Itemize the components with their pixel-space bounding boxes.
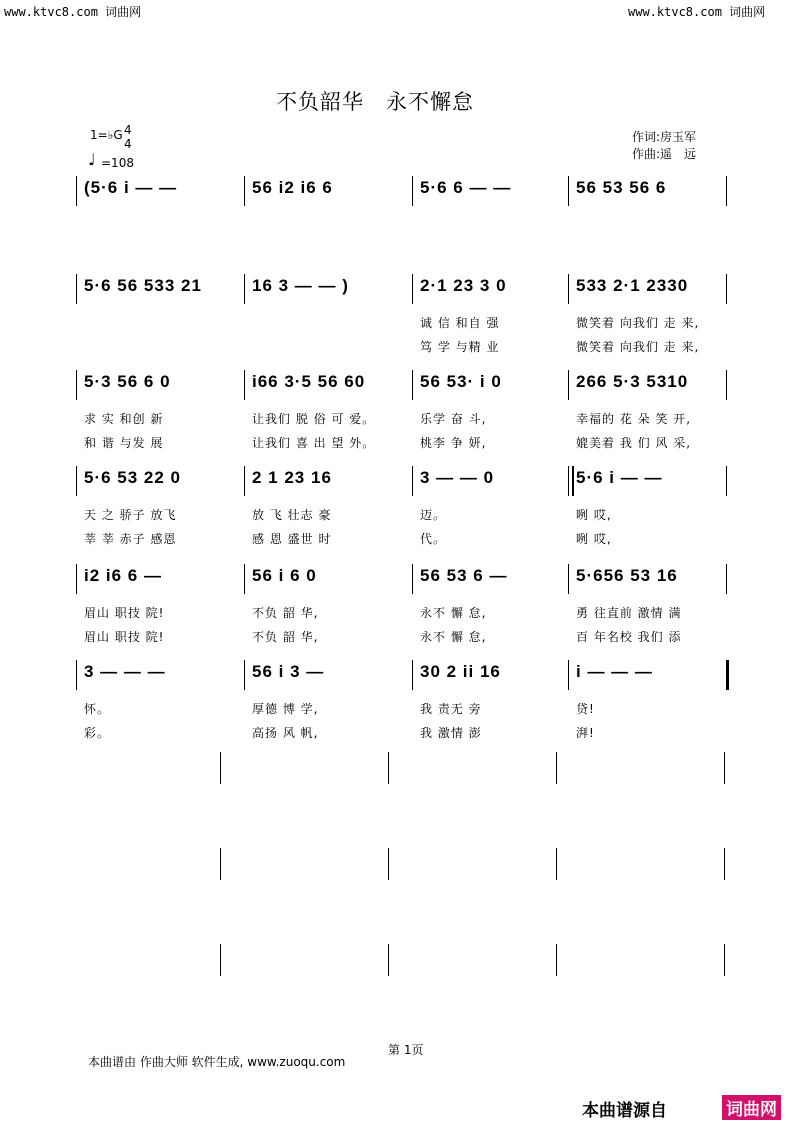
empty-barline: [388, 752, 389, 784]
barline: [244, 660, 245, 690]
barline: [412, 660, 413, 690]
barline: [568, 660, 569, 690]
barline: [76, 466, 77, 496]
lyric-segment: 迈。: [420, 508, 447, 522]
lyric-segment: 笃 学 与精 业: [420, 340, 500, 354]
lyric-segment: 我 责无 旁: [420, 702, 482, 716]
watermark-left: www.ktvc8.com 词曲网: [4, 5, 142, 19]
lyric-segment: 求 实 和创 新: [84, 412, 164, 426]
lyric-segment: 怀。: [84, 702, 111, 716]
barline: [412, 176, 413, 206]
lyric-segment: 莘 莘 赤子 感恩: [84, 532, 177, 546]
measure: 56 53 56 6: [576, 178, 667, 197]
empty-barline: [220, 944, 221, 976]
barline: [726, 466, 727, 496]
lyric-segment: 高扬 风 帆,: [252, 726, 319, 740]
lyric-segment: 勇 往直前 激情 满: [576, 606, 682, 620]
lyric-segment: 不负 韶 华,: [252, 630, 319, 644]
barline: [412, 564, 413, 594]
barline: [76, 660, 77, 690]
lyric-segment: 微笑着 向我们 走 来,: [576, 316, 700, 330]
lyric-segment: 乐学 奋 斗,: [420, 412, 487, 426]
empty-barline: [388, 848, 389, 880]
measure: 266 5·3 5310: [576, 372, 689, 391]
barline: [726, 370, 727, 400]
measure: 5·656 53 16: [576, 566, 678, 585]
empty-barline: [724, 944, 725, 976]
lyric-segment: 桃李 争 妍,: [420, 436, 487, 450]
measure: 5·6 56 533 21: [84, 276, 202, 295]
barline: [568, 176, 569, 206]
lyric-segment: 诚 信 和自 强: [420, 316, 500, 330]
lyricist-credit: 作词:房玉军: [632, 130, 697, 144]
measure: 533 2·1 2330: [576, 276, 689, 295]
empty-barline: [220, 752, 221, 784]
lyric-segment: 贷!: [576, 702, 595, 716]
lyric-segment: 眉山 职技 院!: [84, 630, 165, 644]
measure: 2·1 23 3 0: [420, 276, 507, 295]
time-signature-top: 4: [124, 123, 132, 137]
empty-barline: [556, 944, 557, 976]
lyric-segment: 厚德 博 学,: [252, 702, 319, 716]
measure: 30 2 ii 16: [420, 662, 501, 681]
empty-barline: [724, 752, 725, 784]
lyric-segment: 天 之 骄子 放飞: [84, 508, 177, 522]
lyric-segment: 和 谐 与发 展: [84, 436, 164, 450]
watermark-right: www.ktvc8.com 词曲网: [628, 5, 766, 19]
measure: 3 — — —: [84, 662, 166, 681]
measure: 56 53 6 —: [420, 566, 508, 585]
lyric-segment: 感 恩 盛世 时: [252, 532, 332, 546]
measure: 56 53· i 0: [420, 372, 502, 391]
lyric-segment: 永不 懈 怠,: [420, 630, 487, 644]
source-label: 本曲谱源自: [582, 1101, 667, 1121]
barline: [76, 370, 77, 400]
barline: [726, 176, 727, 206]
lyric-segment: 让我们 喜 出 望 外。: [252, 436, 376, 450]
measure: 5·6 6 — —: [420, 178, 512, 197]
lyric-segment: 我 激情 澎: [420, 726, 482, 740]
barline: [568, 466, 569, 496]
lyric-segment: 代。: [420, 532, 447, 546]
source-site-logo: 词曲网: [722, 1095, 781, 1120]
key-signature: 1=♭G: [90, 128, 123, 142]
measure: i66 3·5 56 60: [252, 372, 366, 391]
lyric-segment: 湃!: [576, 726, 595, 740]
lyric-segment: 咧 哎,: [576, 508, 612, 522]
empty-barline: [556, 848, 557, 880]
barline: [568, 370, 569, 400]
repeat-end-barline: [727, 660, 729, 690]
lyric-segment: 咧 哎,: [576, 532, 612, 546]
tempo-mark: =108: [101, 156, 134, 170]
measure: 16 3 — — ): [252, 276, 349, 295]
barline: [412, 370, 413, 400]
software-credit: 本曲谱由 作曲大师 软件生成, www.zuoqu.com: [88, 1055, 346, 1069]
lyric-segment: 微笑着 向我们 走 来,: [576, 340, 700, 354]
empty-barline: [220, 848, 221, 880]
barline: [726, 274, 727, 304]
lyric-segment: 让我们 脱 俗 可 爱。: [252, 412, 376, 426]
song-title: 不负韶华 永不懈怠: [276, 90, 474, 114]
empty-barline: [388, 944, 389, 976]
lyric-segment: 百 年名校 我们 添: [576, 630, 682, 644]
time-signature-bottom: 4: [124, 137, 132, 151]
composer-credit: 作曲:遥 远: [632, 147, 697, 161]
empty-barline: [556, 752, 557, 784]
quarter-note-icon: ♩: [88, 150, 96, 169]
measure: 5·6 53 22 0: [84, 468, 182, 487]
barline: [76, 274, 77, 304]
barline: [568, 274, 569, 304]
barline: [412, 466, 413, 496]
lyric-segment: 媲美着 我 们 风 采,: [576, 436, 692, 450]
barline: [244, 176, 245, 206]
measure: (5·6 i — —: [84, 178, 178, 197]
barline: [244, 466, 245, 496]
lyric-segment: 彩。: [84, 726, 111, 740]
barline: [244, 274, 245, 304]
empty-barline: [724, 848, 725, 880]
lyric-segment: 放 飞 壮志 豪: [252, 508, 332, 522]
barline: [412, 274, 413, 304]
measure: 5·3 56 6 0: [84, 372, 171, 391]
barline: [568, 564, 569, 594]
measure: 5·6 i — —: [576, 468, 663, 487]
lyric-segment: 不负 韶 华,: [252, 606, 319, 620]
barline: [726, 564, 727, 594]
measure: 56 i2 i6 6: [252, 178, 333, 197]
measure: 3 — — 0: [420, 468, 495, 487]
lyric-segment: 眉山 职技 院!: [84, 606, 165, 620]
lyric-segment: 幸福的 花 朵 笑 开,: [576, 412, 692, 426]
measure: 56 i 3 —: [252, 662, 325, 681]
measure: i — — —: [576, 662, 653, 681]
measure: 2 1 23 16: [252, 468, 332, 487]
barline: [76, 176, 77, 206]
barline: [244, 370, 245, 400]
measure: 56 i 6 0: [252, 566, 317, 585]
repeat-start-barline: [572, 466, 574, 496]
lyric-segment: 永不 懈 怠,: [420, 606, 487, 620]
barline: [76, 564, 77, 594]
page-number: 第 1页: [388, 1043, 424, 1057]
barline: [244, 564, 245, 594]
measure: i2 i6 6 —: [84, 566, 162, 585]
